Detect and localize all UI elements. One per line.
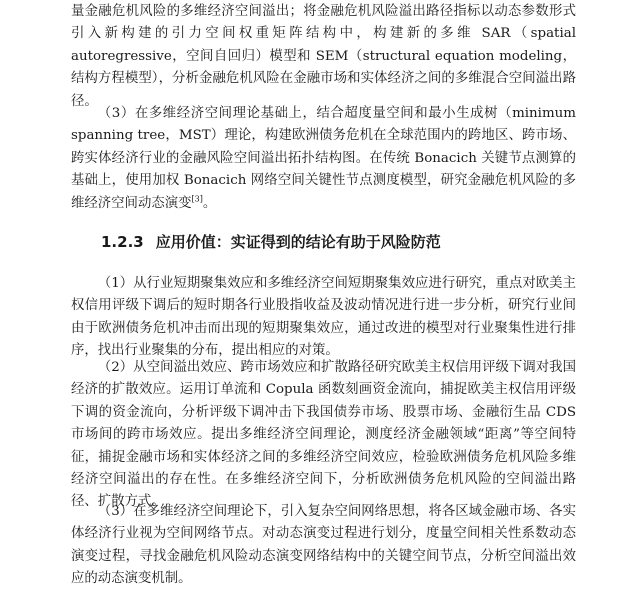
paragraph-spillover-effect: （2）从空间溢出效应、跨市场效应和扩散路径研究欧美主权信用评级下调对我国经济的扩散效应。运用订单流和 Copula 函数刻画资金流向，捕捉欧美主权信用评级下调的资金流向，分析评级下调冲击下我国债券市场、股票市场、金融衍生品 CDS 市场间的跨市场效应。提出多维经济空间理论，测度经济金融领域“距离”等空间特征，捕捉金融市场和实体经济之间的多维经济空间效应，检验欧洲债务危机风险多维经济空间溢出的存在性。在多维经济空间下，分析欧洲债务危机风险的空间溢出路径、扩散方式。 bbox=[71, 360, 576, 510]
section-number: 1.2.3 bbox=[101, 233, 144, 251]
section-title: 应用价值：实证得到的结论有助于风险防范 bbox=[155, 233, 441, 251]
paragraph-spillover-path: 量金融危机风险的多维经济空间溢出；将金融危机风险溢出路径指标以动态参数形式引入新构建的引力空间权重矩阵结构中，构建新的多维 SAR（spatial autoregressive，空间自回归）模型和 SEM（structural equation modeling，结构方程模型），分析金融危机风险在金融市场和实体经济之间的多维混合空间溢出路径。 bbox=[71, 4, 576, 109]
section-heading bbox=[101, 230, 441, 254]
paragraph-network-evolution: （3）在多维经济空间理论下，引入复杂空间网络思想，将各区域金融市场、各实体经济行业视为空间网络节点。对动态演变过程进行划分，度量空间相关性系数动态演变过程，寻找金融危机风险动态演变网络结构中的关键空间节点，分析空间溢出效应的动态演变机制。 bbox=[71, 504, 576, 587]
citation-reference: [3] bbox=[191, 194, 203, 204]
paragraph-topology-end: 。 bbox=[202, 195, 217, 211]
paragraph-topology-structure bbox=[71, 103, 576, 215]
paragraph-topology-text: （3）在多维经济空间理论基础上，结合超度量空间和最小生成树（minimum spanning tree，MST）理论，构建欧洲债务危机在全球范围内的跨地区、跨市场、跨实体经济行业的金融风险空间溢出拓扑结构图。在传统 Bonacich 关键节点测算的基础上，使用加权 Bonacich 网络空间关键性节点测度模型，研究金融危机风险的多维经济空间动态演变 bbox=[71, 106, 576, 211]
paragraph-short-term-aggregation: （1）从行业短期聚集效应和多维经济空间短期聚集效应进行研究，重点对欧美主权信用评级下调后的短时期各行业股指收益及波动情况进行进一步分析，研究行业间由于欧洲债务危机冲击而出现的短期聚集效应，通过改进的模型对行业聚集性进行排序，找出行业聚集的分布，提出相应的对策。 bbox=[71, 276, 576, 359]
